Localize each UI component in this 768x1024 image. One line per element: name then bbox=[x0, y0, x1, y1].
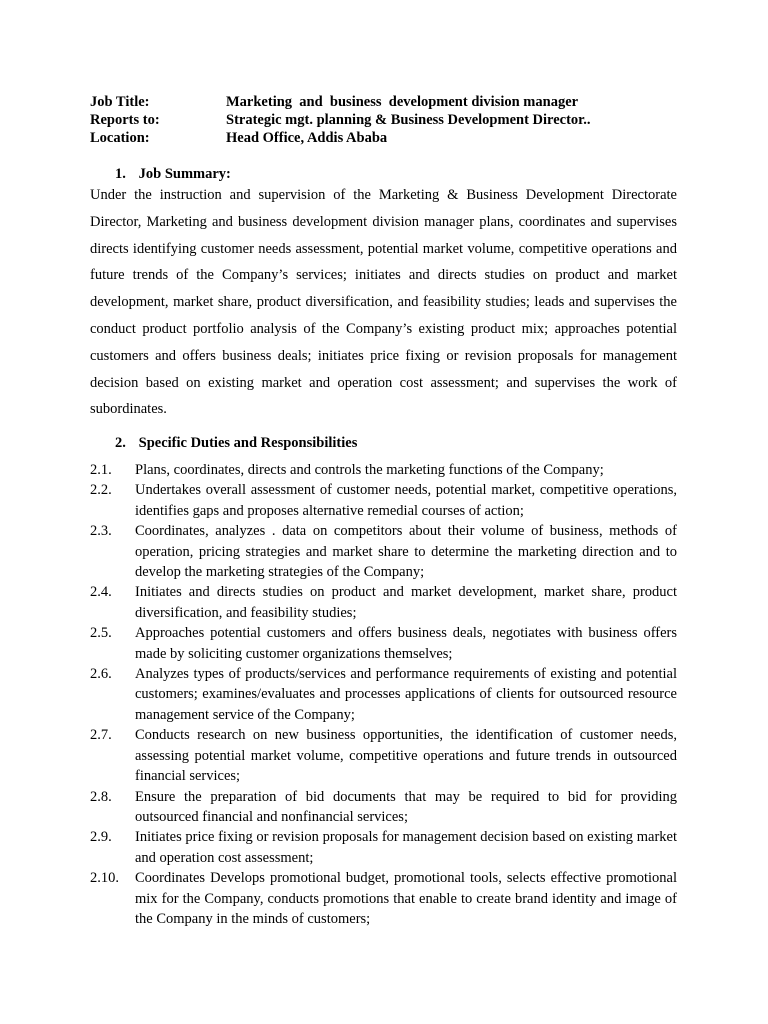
section-number: 2. bbox=[115, 435, 126, 451]
item-number: 2.8. bbox=[90, 788, 112, 805]
location-label: Location: bbox=[90, 129, 150, 146]
job-title-row bbox=[90, 94, 591, 112]
item-number: 2.3. bbox=[90, 523, 112, 540]
reports-to-row bbox=[90, 112, 591, 130]
item-number: 2.10. bbox=[90, 870, 119, 887]
location-row bbox=[90, 130, 591, 148]
job-title-value: Marketing and business development division manager bbox=[226, 94, 579, 110]
list-item bbox=[90, 480, 677, 521]
job-header bbox=[90, 94, 591, 147]
section-title: Specific Duties and Responsibilities bbox=[138, 435, 358, 451]
item-text: Conducts research on new business opportunities, the identification of customer needs, assessing potential market volume, competitive operations and future trends in outsourced financial services; bbox=[135, 727, 677, 785]
item-text: Analyzes types of products/services and performance requirements of existing and potential customers; examines/evaluates and processes applications of clients for outsourced resource management service of the Company; bbox=[135, 666, 677, 723]
item-text: Initiates and directs studies on product and market development, market share, product diversification, and feasibility studies; bbox=[135, 584, 677, 621]
list-item bbox=[90, 521, 677, 582]
item-number: 2.7. bbox=[90, 727, 112, 744]
list-item bbox=[90, 827, 677, 868]
job-summary-text: Under the instruction and supervision of the Marketing & Business Development Directorate Director, Marketing and business development division manager plans, coordinates and supervises directs identifying customer needs assessment, potential market volume, competitive operations and future trends of the Company’s services; initiates and directs studies on product and market development, market share, product diversification, and feasibility studies; leads and supervises the conduct product portfolio analysis of the Company’s existing product mix; approaches potential customers and offers business deals; initiates price fixing or revision proposals for management decision based on existing market and operation cost assessment; and supervises the work of subordinates. bbox=[90, 187, 677, 418]
item-number: 2.1. bbox=[90, 462, 112, 478]
item-text: Initiates price fixing or revision proposals for management decision based on existing market and operation cost assessment; bbox=[135, 829, 677, 866]
list-item bbox=[90, 868, 677, 929]
list-item bbox=[90, 664, 677, 725]
section-title: Job Summary: bbox=[138, 166, 231, 182]
list-item bbox=[90, 787, 677, 828]
list-item bbox=[90, 460, 677, 480]
section-number: 1. bbox=[115, 166, 126, 182]
job-summary-heading bbox=[115, 165, 231, 183]
duties-list bbox=[90, 460, 677, 929]
item-number: 2.9. bbox=[90, 829, 112, 846]
list-item bbox=[90, 623, 677, 664]
location-value: Head Office, Addis Ababa bbox=[226, 129, 388, 146]
reports-to-value: Strategic mgt. planning & Business Development Director.. bbox=[226, 111, 591, 128]
item-text: Coordinates Develops promotional budget, promotional tools, selects effective promotional mix for the Company, conducts promotions that enable to create brand identity and image of the Company in the minds of customers; bbox=[135, 870, 677, 927]
reports-to-label: Reports to: bbox=[90, 111, 160, 128]
item-number: 2.2. bbox=[90, 482, 112, 499]
item-text: Ensure the preparation of bid documents that may be required to bid for providing outsourced financial and nonfinancial services; bbox=[135, 788, 677, 825]
item-text: Plans, coordinates, directs and controls the marketing functions of the Company; bbox=[135, 462, 604, 478]
item-number: 2.6. bbox=[90, 666, 112, 683]
item-text: Undertakes overall assessment of customer needs, potential market, competitive operations, identifies gaps and proposes alternative remedial courses of action; bbox=[135, 482, 677, 519]
item-text: Coordinates, analyzes . data on competitors about their volume of business, methods of operation, pricing strategies and market share to determine the marketing direction and to develop the marketing strategies of the Company; bbox=[135, 523, 677, 581]
job-title-label: Job Title: bbox=[90, 94, 150, 110]
item-text: Approaches potential customers and offers business deals, negotiates with business offers made by soliciting customer organizations themselves; bbox=[135, 625, 677, 662]
item-number: 2.4. bbox=[90, 584, 112, 601]
item-number: 2.5. bbox=[90, 625, 112, 642]
list-item bbox=[90, 582, 677, 623]
list-item bbox=[90, 725, 677, 786]
duties-heading bbox=[115, 434, 357, 452]
